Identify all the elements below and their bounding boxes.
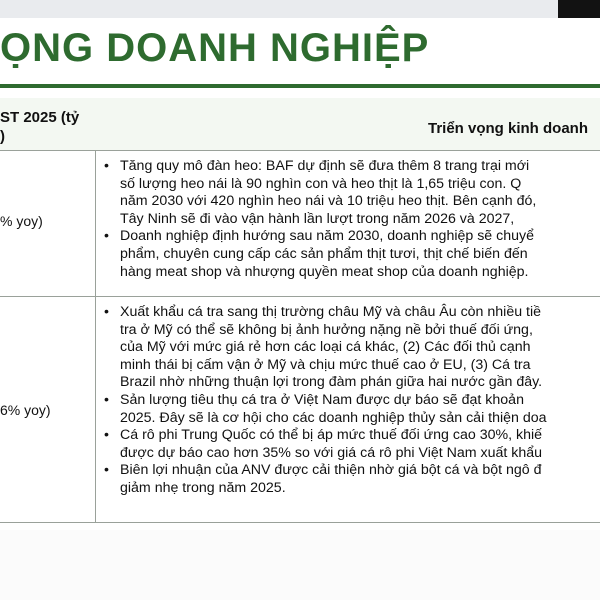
bullet-line: minh thái bị cấm vận ở Mỹ và chịu mức thuế cao ở EU, (3) Cá tra [120, 356, 531, 373]
bullet-item [104, 427, 600, 462]
bullet-line: Brazil nhờ những thuận lợi trong đàm phán giữa hai nước gần đây. [120, 374, 543, 391]
slide-bottom-area [0, 530, 600, 600]
row-divider [0, 296, 600, 297]
bullet-line: được dự báo cao hơn 35% so với giá cá rô phi Việt Nam xuất khẩu [120, 444, 543, 461]
bullet-line: giảm nhẹ trong năm 2025. [120, 479, 286, 496]
row-divider [0, 150, 600, 151]
slide-title: ỌNG DOANH NGHIỆP [0, 26, 430, 70]
bullet-line: năm 2030 với 420 nghìn heo nái và 10 triệu heo thịt. Bên cạnh đó, [120, 193, 537, 210]
bullet-line: • Biên lợi nhuận của ANV được cải thiện nhờ giá bột cá và bột ngô đ [120, 462, 542, 479]
title-underline [0, 84, 600, 88]
row-1-left-value: % yoy) [0, 213, 43, 229]
bullet-line: số lượng heo nái là 90 nghìn con và heo thịt là 1,65 triệu con. Q [120, 175, 522, 192]
dark-corner-bar [558, 0, 600, 18]
bullet-item [104, 392, 600, 427]
row-divider [0, 522, 600, 523]
bullet-item [104, 462, 600, 497]
row-1-bullet-list [104, 158, 600, 281]
bullet-line: phẩm, chuyên cung cấp các sản phẩm thịt tươi, thịt chế biến đến [120, 245, 528, 262]
browser-top-strip [0, 0, 600, 18]
bullet-line: • Xuất khẩu cá tra sang thị trường châu Mỹ và châu Âu còn nhiều tiề [120, 304, 542, 320]
row-2-bullet-list [104, 304, 600, 498]
bullet-line: 2025. Đây sẽ là cơ hội cho các doanh nghiệp thủy sản cải thiện doa [120, 409, 547, 426]
bullet-item [104, 304, 600, 392]
bullet-line: • Cá rô phi Trung Quốc có thể bị áp mức thuế đối ứng cao 30%, khiế [120, 427, 543, 444]
bullet-line: Tây Ninh sẽ đi vào vận hành lần lượt trong năm 2026 và 2027, [120, 210, 515, 227]
header-left-line-1: ST 2025 (tỷ [0, 109, 80, 126]
row-2-left-value: 6% yoy) [0, 402, 51, 418]
header-left-line-2: ) [0, 128, 5, 145]
bullet-item [104, 228, 600, 281]
header-right-cell: Triển vọng kinh doanh [428, 120, 589, 137]
bullet-line: • Tăng quy mô đàn heo: BAF dự định sẽ đưa thêm 8 trang trại mới [120, 158, 530, 174]
table-header-row [0, 98, 600, 150]
bullet-line: tra ở Mỹ có thể sẽ không bị ảnh hưởng nặng nề bởi thuế đối ứng, [120, 321, 533, 338]
bullet-line: • Sản lượng tiêu thụ cá tra ở Việt Nam được dự báo sẽ đạt khoản [120, 391, 524, 408]
column-divider [95, 150, 96, 522]
header-left-cell [0, 108, 90, 146]
bullet-item [104, 158, 600, 228]
bullet-line: • Doanh nghiệp định hướng sau năm 2030, doanh nghiệp sẽ chuyể [120, 228, 535, 245]
bullet-line: của Mỹ với mức giá rẻ hơn các loại cá khác, (2) Các đối thủ cạnh [120, 339, 531, 356]
bullet-line: hàng meat shop và nhượng quyền meat shop của doanh nghiệp. [120, 263, 529, 280]
